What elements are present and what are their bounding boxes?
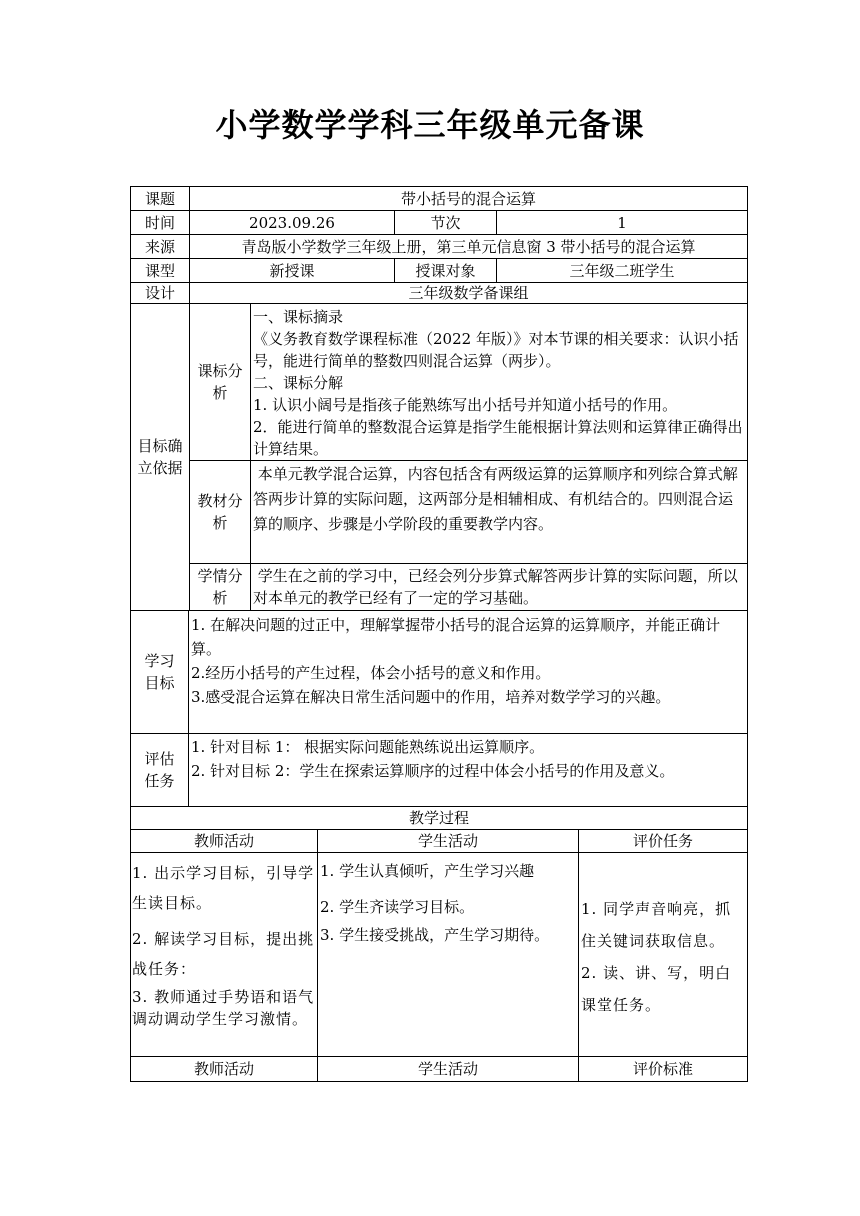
basis-label: 目标确立依据 bbox=[130, 303, 190, 611]
period-value: 1 bbox=[496, 210, 748, 235]
goals-content bbox=[188, 610, 748, 734]
standard-line: 一、课标摘录 bbox=[253, 308, 344, 326]
eval-tasks bbox=[578, 852, 748, 1057]
student-activity: 3. 学生接受挑战，产生学习期待。 bbox=[320, 926, 550, 944]
assessment-content bbox=[188, 733, 748, 807]
standard-label: 课标分析 bbox=[189, 303, 251, 461]
topic-label: 课题 bbox=[130, 186, 190, 211]
source-value: 青岛版小学数学三年级上册，第三单元信息窗 3 带小括号的混合运算 bbox=[189, 234, 748, 259]
standard-line: 1. 认识小阔号是指孩子能熟练写出小括号并知道小括号的作用。 bbox=[253, 396, 678, 414]
learner-label: 学情分析 bbox=[189, 563, 251, 611]
assessment-item: 2. 针对目标 2：学生在探索运算顺序的过程中体会小括号的作用及意义。 bbox=[191, 762, 675, 780]
audience-value: 三年级二班学生 bbox=[496, 258, 748, 283]
design-label: 设计 bbox=[130, 282, 190, 304]
eval-task: 1. 同学声音响亮，抓住关键词获取信息。 bbox=[581, 900, 732, 950]
goal-item: 3.感受混合运算在解决日常生活问题中的作用，培养对数学学习的兴趣。 bbox=[191, 688, 671, 706]
standard-line: 2．能进行简单的整数混合运算是指学生能根据计算法则和运算律正确得出计算结果。 bbox=[253, 418, 743, 458]
eval-standard-header: 评价标准 bbox=[578, 1056, 748, 1082]
time-label: 时间 bbox=[130, 210, 190, 235]
student-header-2: 学生活动 bbox=[317, 1056, 579, 1082]
student-activity: 1. 学生认真倾听，产生学习兴趣 bbox=[320, 862, 535, 880]
student-header: 学生活动 bbox=[317, 829, 579, 853]
teacher-header-2: 教师活动 bbox=[130, 1056, 318, 1082]
teacher-header: 教师活动 bbox=[130, 829, 318, 853]
learner-analysis: 学生在之前的学习中，已经会列分步算式解答两步计算的实际问题，所以对本单元的教学已经有了一定的学习基础。 bbox=[250, 563, 748, 611]
teacher-activity: 2. 解读学习目标，提出挑战任务： bbox=[132, 930, 315, 978]
goal-item: 1. 在解决问题的过正中，理解掌握带小括号的混合运算的运算顺序，并能正确计算。 bbox=[191, 616, 721, 658]
standard-line: 《义务教育数学课程标准（2022 年版）》对本节课的相关要求：认识小括号，能进行简单的整数四则混合运算（两步）。 bbox=[253, 330, 739, 370]
standard-line: 二、课标分解 bbox=[253, 374, 344, 392]
goals-label: 学习目标 bbox=[130, 610, 189, 734]
design-value: 三年级数学备课组 bbox=[189, 282, 748, 304]
process-title: 教学过程 bbox=[130, 806, 748, 830]
audience-label: 授课对象 bbox=[394, 258, 497, 283]
time-value: 2023.09.26 bbox=[189, 210, 395, 235]
page-title: 小学数学学科三年级单元备课 bbox=[215, 106, 645, 144]
type-value: 新授课 bbox=[189, 258, 395, 283]
eval-header: 评价任务 bbox=[578, 829, 748, 853]
teacher-activity: 3. 教师通过手势语和语气调动调动学生学习激情。 bbox=[132, 988, 315, 1028]
period-label: 节次 bbox=[394, 210, 497, 235]
type-label: 课型 bbox=[130, 258, 190, 283]
textbook-analysis: 本单元教学混合运算，内容包括含有两级运算的运算顺序和列综合算式解答两步计算的实际问题，这两部分是相辅相成、有机结合的。四则混合运算的顺序、步骤是小学阶段的重要教学内容。 bbox=[250, 460, 748, 564]
student-activities bbox=[317, 852, 579, 1057]
student-activity: 2. 学生齐读学习目标。 bbox=[320, 898, 475, 916]
source-label: 来源 bbox=[130, 234, 190, 259]
teacher-activities bbox=[130, 852, 318, 1057]
assessment-label: 评估任务 bbox=[130, 733, 189, 807]
teacher-activity: 1. 出示学习目标，引导学生读目标。 bbox=[132, 864, 315, 912]
eval-task: 2. 读、讲、写，明白课堂任务。 bbox=[581, 964, 732, 1014]
topic-value: 带小括号的混合运算 bbox=[189, 186, 748, 211]
assessment-item: 1. 针对目标 1： 根据实际问题能熟练说出运算顺序。 bbox=[191, 738, 545, 756]
standard-analysis bbox=[250, 303, 748, 461]
goal-item: 2.经历小括号的产生过程，体会小括号的意义和作用。 bbox=[191, 664, 551, 682]
textbook-label: 教材分析 bbox=[189, 460, 251, 564]
